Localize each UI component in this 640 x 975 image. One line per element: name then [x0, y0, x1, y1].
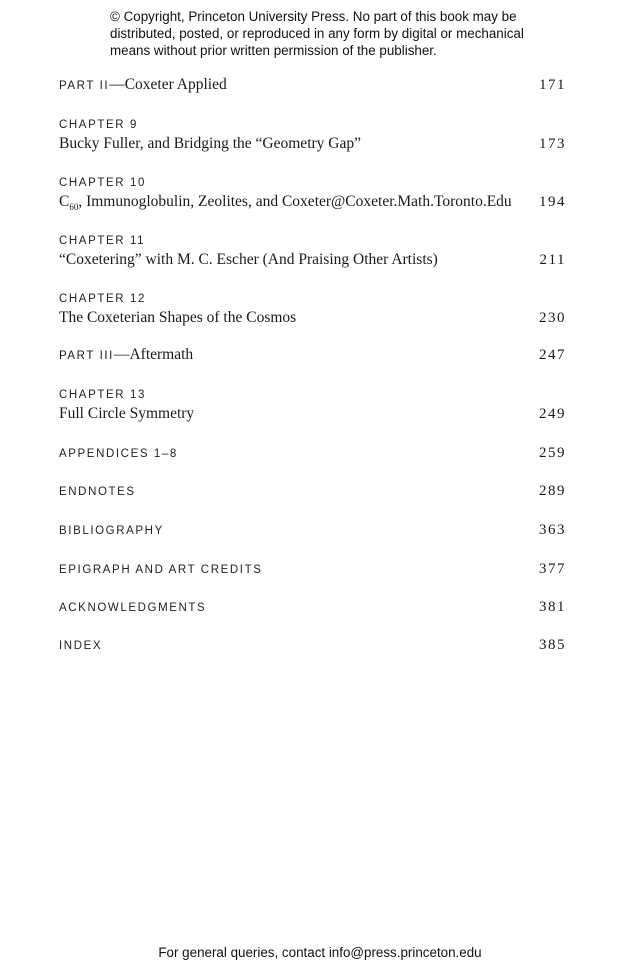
part-label: PART II	[59, 80, 110, 92]
page-number: 173	[539, 136, 566, 152]
page-number: 171	[539, 77, 566, 93]
toc-acknowledgments[interactable]	[59, 599, 566, 616]
chapter-title: The Coxeterian Shapes of the Cosmos	[59, 309, 297, 326]
chapter-label: CHAPTER 12	[59, 293, 146, 305]
page-number: 385	[539, 637, 566, 653]
section-label: ENDNOTES	[59, 486, 136, 498]
toc-bibliography[interactable]	[59, 522, 566, 539]
part-title: —Aftermath	[113, 346, 194, 363]
toc-part-heading	[59, 76, 227, 94]
chapter-label: CHAPTER 13	[59, 389, 146, 401]
page-number: 381	[539, 599, 566, 615]
chapter-title: Full Circle Symmetry	[59, 405, 195, 422]
page-number: 377	[539, 561, 566, 577]
chapter-title: “Coxetering” with M. C. Escher (And Praising Other Artists)	[59, 251, 438, 268]
part-label: PART III	[59, 350, 114, 362]
copyright-line: distributed, posted, or reproduced in any form by digital or mechanical	[110, 26, 524, 41]
page-number: 230	[539, 310, 566, 326]
chapter-label: CHAPTER 10	[59, 177, 146, 189]
chapter-title-prefix: C	[59, 193, 70, 210]
page-number: 363	[539, 522, 566, 538]
chapter-title	[59, 193, 512, 216]
chapter-label: CHAPTER 9	[59, 119, 138, 131]
page-number: 211	[539, 252, 566, 268]
section-label: EPIGRAPH AND ART CREDITS	[59, 564, 263, 576]
toc-part-3[interactable]	[59, 346, 566, 364]
toc-index[interactable]	[59, 637, 566, 654]
toc-chapter-9[interactable]	[59, 118, 566, 153]
footer-contact: For general queries, contact info@press.princeton.edu	[158, 945, 482, 960]
chapter-title-rest: , Immunoglobulin, Zeolites, and Coxeter@Coxeter.Math.Toronto.Edu	[78, 193, 512, 210]
page-number: 259	[539, 445, 566, 461]
toc-part-2[interactable]	[59, 76, 566, 94]
toc-chapter-10[interactable]	[59, 176, 566, 216]
section-label: BIBLIOGRAPHY	[59, 525, 164, 537]
chapter-label: CHAPTER 11	[59, 235, 146, 247]
chapter-title-subscript: 60	[69, 202, 79, 212]
page-number: 194	[539, 194, 566, 210]
toc-chapter-11[interactable]	[59, 234, 566, 269]
toc-part-heading	[59, 346, 193, 364]
section-label: INDEX	[59, 640, 103, 652]
chapter-title: Bucky Fuller, and Bridging the “Geometry Gap”	[59, 135, 361, 152]
page-number: 249	[539, 406, 566, 422]
copyright-line: © Copyright, Princeton University Press. No part of this book may be	[110, 9, 517, 24]
toc-art-credits[interactable]	[59, 561, 566, 578]
toc-appendices[interactable]	[59, 445, 566, 462]
copyright-notice	[110, 8, 550, 59]
section-label: ACKNOWLEDGMENTS	[59, 602, 207, 614]
page-number: 289	[539, 483, 566, 499]
section-label: APPENDICES 1–8	[59, 448, 178, 460]
toc-chapter-13[interactable]	[59, 388, 566, 423]
toc-chapter-12[interactable]	[59, 292, 566, 327]
page-number: 247	[539, 347, 566, 363]
copyright-line: means without prior written permission of the publisher.	[110, 43, 437, 58]
part-title: —Coxeter Applied	[109, 76, 227, 93]
toc-endnotes[interactable]	[59, 483, 566, 500]
